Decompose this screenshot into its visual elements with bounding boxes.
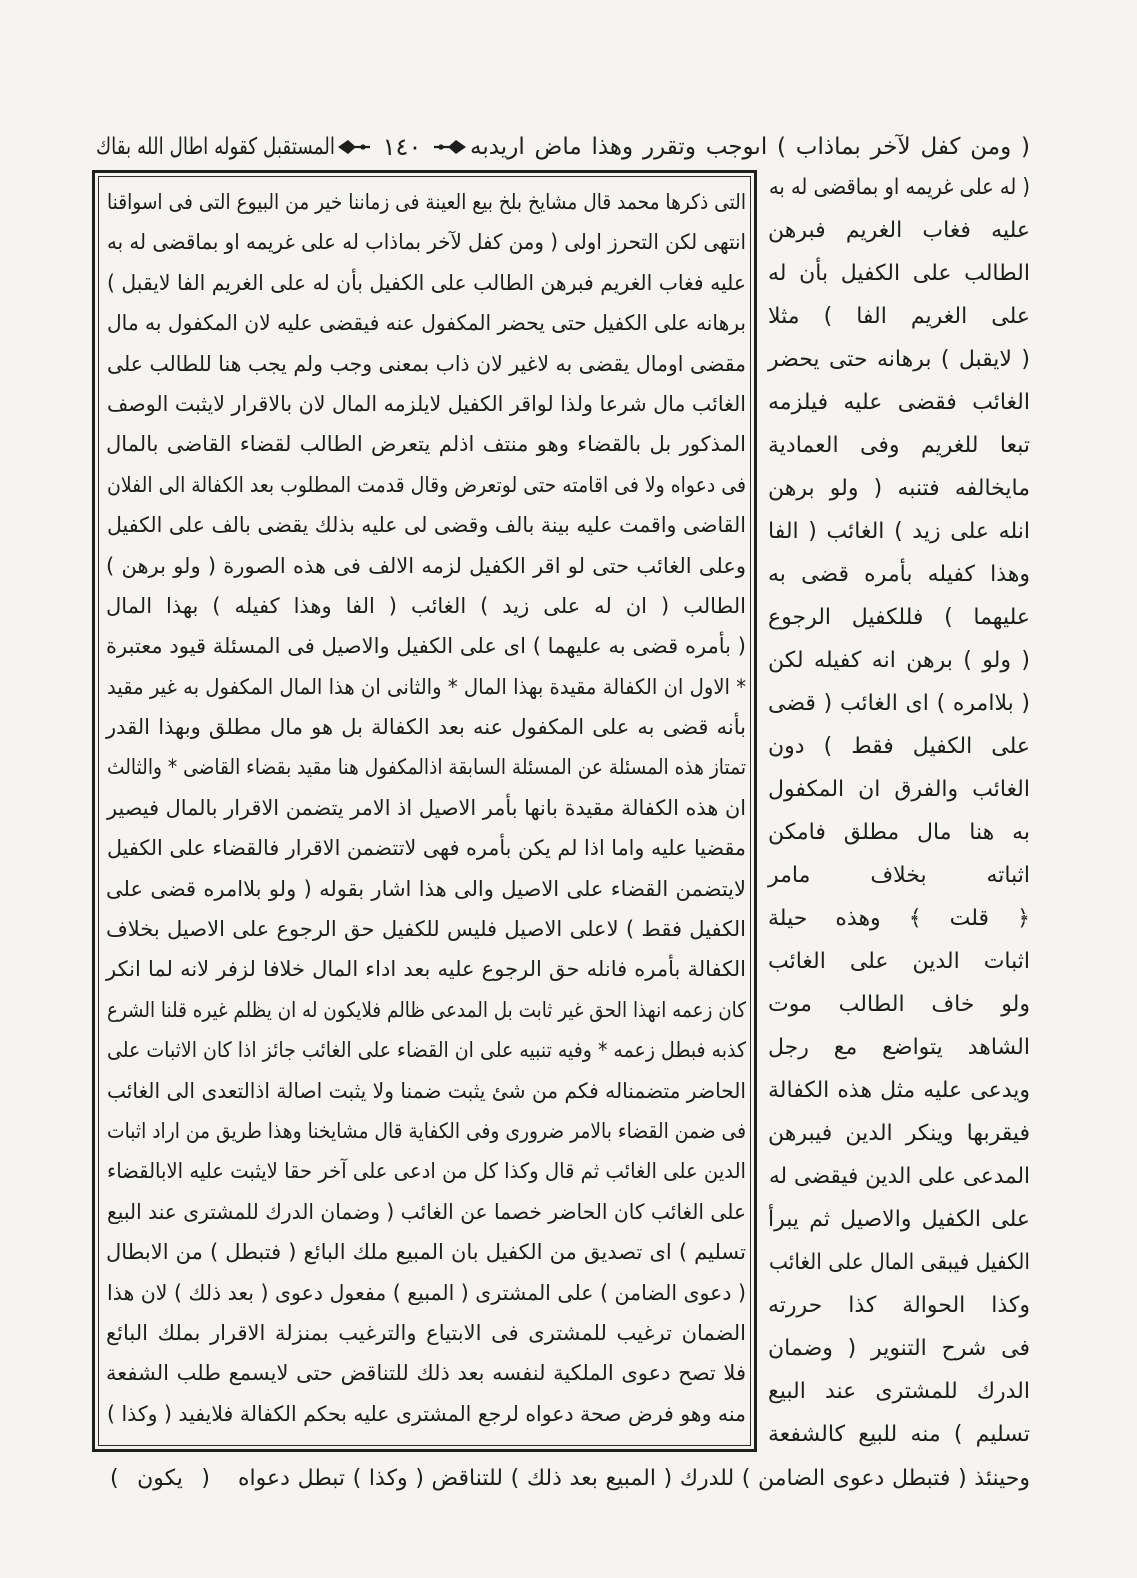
margin-note-line: مايخالفه فتنبه ( ولو برهن xyxy=(768,476,1030,501)
margin-note-line: عليه فغاب الغريم فبرهن xyxy=(768,218,1030,243)
margin-commentary xyxy=(768,166,1030,1456)
margin-note-line: المدعى على الدين فيقضى له xyxy=(769,1164,1030,1189)
margin-note-line: ( ولو ) برهن انه كفيله لكن xyxy=(768,648,1030,673)
main-text-line: مقضيا عليه واما اذا لم يكن بأمره فهى لاتتضمن الاقرار فالقضاء على الكفيل xyxy=(106,836,746,861)
main-text-line: انتهى لكن التحرز اولى ( ومن كفل لآخر بماذاب له على غريمه او بماقضى له به xyxy=(107,230,747,255)
margin-note-line: الشاهد يتواضع مع رجل xyxy=(768,1035,1030,1060)
margin-note-line: على الكفيل فقط ) دون xyxy=(768,734,1030,759)
catchword: ( يكون ) xyxy=(110,1466,210,1491)
main-text-line: المذكور بل بالقضاء وهو منتف اذلم يتعرض الطالب لقضاء القاضى بالمال xyxy=(106,432,746,457)
main-text-line: الكفيل فقط ) لاعلى الاصيل فليس للكفيل حق الرجوع على الاصيل بخلاف xyxy=(106,917,746,942)
main-text-line: كذبه فبطل زعمه * وفيه تنبيه على ان القضاء على الغائب جائز اذا كان الاثبات على xyxy=(107,1038,747,1063)
main-text-line: منه وهو فرض صحة دعواه لرجع المشترى عليه بحكم الكفالة فلايفيد ( وكذا ) xyxy=(107,1401,746,1426)
main-text-line: الطالب ( ان له على زيد ) الغائب ( الفا وهذا كفيله ) بهذا المال xyxy=(106,593,746,618)
main-text-line: برهانه على الكفيل حتى يحضر المكفول عنه فيقضى عليه لان المكفول به مال xyxy=(106,311,746,336)
main-text-line: تسليم ) اى تصديق من الكفيل بان المبيع ملك البائع ( فتبطل ) من الابطال xyxy=(106,1240,746,1265)
margin-note-line: فيقربها وينكر الدين فيبرهن xyxy=(768,1121,1030,1146)
ornament-icon xyxy=(337,138,371,156)
footer-text-line: وحينئذ ( فتبطل دعوى الضامن ) للدرك ( المبيع بعد ذلك ) للتناقض ( وكذا ) تبطل دعواه xyxy=(238,1466,1030,1491)
margin-note-line: اثبات الدين على الغائب xyxy=(768,949,1030,974)
ornament-icon xyxy=(433,138,467,156)
main-text-line: ان هذه الكفالة مقيدة بانها بأمر الاصيل اذ الامر يتضمن الاقرار بالمال فيصير xyxy=(107,795,747,820)
main-text-line: الضمان ترغيب للمشترى فى الابتياع والترغيب بمنزلة الاقرار بملك البائع xyxy=(106,1320,746,1345)
margin-note-line: ( له على غريمه او بماقضى له به xyxy=(769,175,1030,200)
main-text-line: بأنه قضى به على المكفول عنه بعد الكفالة بل هو مال مطلق وبهذا القدر xyxy=(106,715,746,740)
main-text-line: لايتضمن القضاء على الاصيل والى هذا اشار بقوله ( ولو بلاامره قضى على xyxy=(106,876,746,901)
main-text-line: مقضى اومال يقضى به لاغير لان ذاب بمعنى وجب ولم يجب هنا للطالب على xyxy=(107,351,746,376)
main-text-line: تمتاز هذه المسئلة عن المسئلة السابقة اذالمكفول هنا مقيد بقضاء القاضى * والثالث xyxy=(107,755,747,780)
main-text-line: القاضى واقمت عليه بينة بالف وقضى لى عليه بذلك يقضى بالف على الكفيل xyxy=(107,513,746,538)
margin-note-line: الغائب والفرق ان المكفول xyxy=(768,777,1030,802)
margin-note-line: على الغريم الفا ) مثلا xyxy=(768,304,1030,329)
main-text-line: ( دعوى الضامن ) على المشترى ( المبيع ) مفعول دعوى ( بعد ذلك ) لان هذا xyxy=(106,1280,746,1305)
main-text-line: فى دعواه ولا فى اقامته حتى لوتعرض وقال قدمت المطلوب بعد الكفالة الى الفلان xyxy=(106,472,747,497)
margin-note-line: ( بلاامره ) اى الغائب ( قضى xyxy=(768,691,1030,716)
header-running-text-end: المستقبل كقوله اطال الله بقاك xyxy=(96,134,336,160)
margin-note-line: على الكفيل والاصيل ثم يبرأ xyxy=(768,1207,1030,1232)
margin-note-line: ( لايقبل ) برهانه حتى يحضر xyxy=(768,347,1030,372)
main-text-line: التى ذكرها محمد قال مشايخ بلخ بيع العينة فى زماننا خير من البيوع التى فى اسواقنا xyxy=(107,190,747,214)
main-text xyxy=(106,182,746,1434)
main-text-line: ( بأمره قضى به عليهما ) اى على الكفيل والاصيل فى المسئلة قيود معتبرة xyxy=(106,634,746,659)
margin-note-line: وهذا كفيله بأمره قضى به xyxy=(768,562,1030,587)
margin-note-line: وكذا الحوالة كذا حررته xyxy=(768,1293,1030,1318)
header-running-text: ( ومن كفل لآخر بماذاب ) اىوجب وتقرر وهذا ماض اريدبه xyxy=(470,134,1030,160)
main-text-line: على الغائب كان الحاضر خصما عن الغائب ( وضمان الدرك للمشترى عند البيع xyxy=(107,1199,747,1224)
margin-note-line: ويدعى عليه مثل هذه الكفالة xyxy=(768,1078,1030,1103)
margin-note-line: تبعا للغريم وفى العمادية xyxy=(768,433,1030,458)
margin-note-line: به هنا مال مطلق فامكن xyxy=(768,820,1030,845)
main-text-line: وعلى الغائب حتى لو اقر الكفيل لزمه الالف فى هذه الصورة ( ولو برهن ) xyxy=(106,553,746,578)
main-text-line: الغائب مال شرعا ولذا لواقر الكفيل لايلزمه المال لان بالاقرار لايثبت الوصف xyxy=(106,391,746,416)
main-text-line: الدين على الغائب ثم قال وكذا كل من ادعى على آخر حقا لايثبت عليه الابالقضاء xyxy=(107,1159,747,1184)
margin-note-line: فى شرح التنوير ( وضمان xyxy=(768,1336,1030,1361)
main-text-line: كان زعمه انهذا الحق غير ثابت بل المدعى ظالم فلايكون له ان يظلم غيره قلنا الشرع xyxy=(106,997,746,1022)
main-text-line: فى ضمن القضاء بالامر ضرورى وفى الكفاية قال مشايخنا وهذا طريق من اراد اثبات xyxy=(106,1118,746,1143)
margin-note-line: الغائب فقضى عليه فيلزمه xyxy=(768,390,1030,415)
margin-note-line: اثباته بخلاف مامر xyxy=(768,863,1030,888)
margin-note-line: انله على زيد ) الغائب ( الفا xyxy=(768,519,1030,544)
margin-note-line: الدرك للمشترى عند البيع xyxy=(768,1379,1030,1404)
margin-note-line: ولو خاف الطالب موت xyxy=(768,992,1030,1017)
main-text-line: عليه فغاب الغريم فبرهن الطالب على الكفيل بأن له على الغريم الفا لايقبل ) xyxy=(106,270,746,295)
margin-note-line: عليهما ) فللكفيل الرجوع xyxy=(768,605,1030,630)
page-number xyxy=(337,128,467,166)
margin-note-line: ﴿ قلت ﴾ وهذه حيلة xyxy=(768,906,1030,931)
page-number-text: ١٤٠ xyxy=(382,133,422,161)
margin-note-line: الطالب على الكفيل بأن له xyxy=(768,261,1030,286)
margin-note-line: الكفيل فيبقى المال على الغائب xyxy=(769,1250,1030,1275)
margin-note-line: تسليم ) منه للبيع كالشفعة xyxy=(768,1422,1030,1447)
main-text-line: الكفالة بأمره فانله حق الرجوع عليه بعد اداء المال خلافا لزفر لانه لما انكر xyxy=(106,957,746,982)
main-text-line: الحاضر متضمناله فكم من شئ يثبت ضمنا ولا يثبت اصالة اذالتعدى الى الغائب xyxy=(106,1078,746,1103)
main-text-line: * الاول ان الكفالة مقيدة بهذا المال * والثانى ان هذا المال المكفول به غير مقيد xyxy=(106,674,746,699)
main-text-line: فلا تصح دعوى الملكية لنفسه بعد ذلك للتناقض حتى لايسمع طلب الشفعة xyxy=(106,1361,746,1386)
